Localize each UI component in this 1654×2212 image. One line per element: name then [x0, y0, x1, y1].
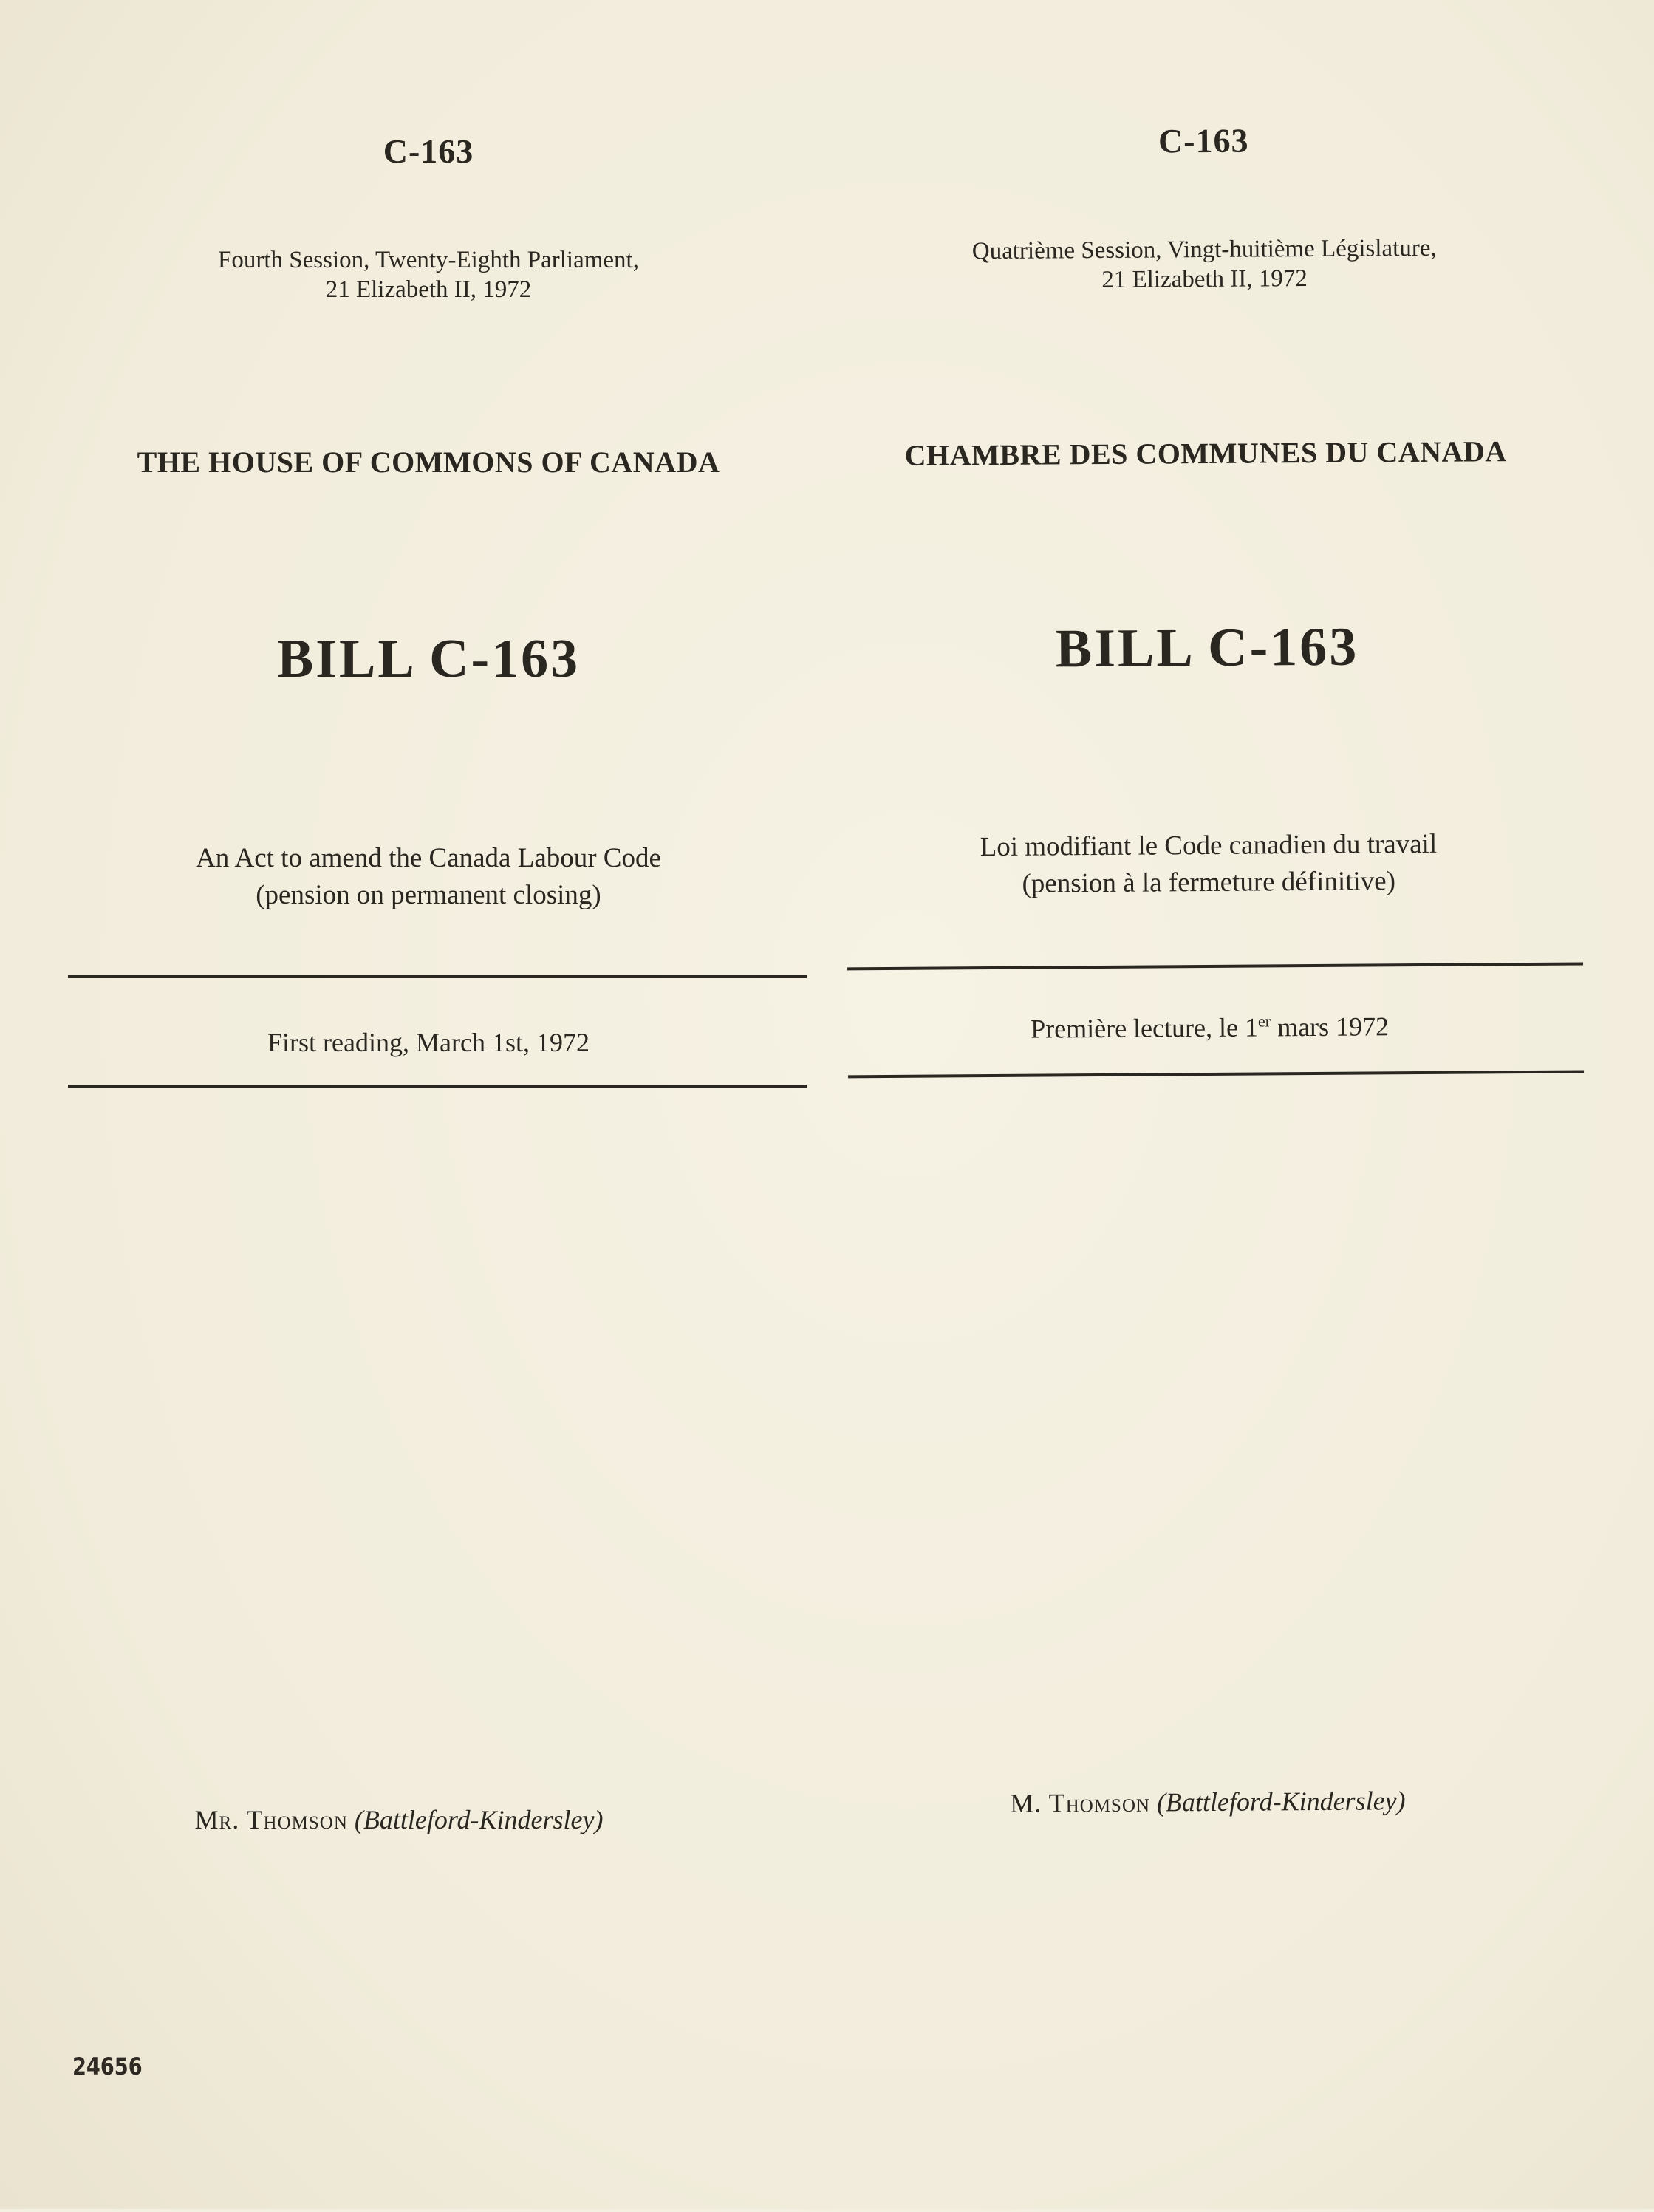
french-cover [826, 0, 1595, 2211]
reading-prefix: Première lecture, le 1 [1031, 1012, 1259, 1044]
session-line-2: 21 Elizabeth II, 1972 [1101, 265, 1308, 293]
act-title-line-1: An Act to amend the Canada Labour Code [196, 843, 661, 873]
top-rule [847, 962, 1583, 970]
bill-number: C-163 [383, 132, 474, 170]
reading-superscript: er [1257, 1011, 1271, 1031]
first-reading: First reading, March 1st, 1972 [267, 1028, 590, 1057]
print-number: 24656 [72, 2052, 143, 2080]
reading-suffix: mars 1972 [1270, 1011, 1390, 1042]
session-line-1: Quatrième Session, Vingt-huitième Législature, [971, 234, 1437, 265]
house-heading: THE HOUSE OF COMMONS OF CANADA [137, 446, 720, 479]
sponsor-riding: (Battleford-Kindersley) [1156, 1786, 1406, 1817]
bottom-rule [68, 1085, 807, 1088]
bill-number: C-163 [1158, 121, 1249, 160]
act-title-line-2: (pension on permanent closing) [256, 880, 601, 910]
sponsor-riding: (Battleford-Kindersley) [354, 1805, 604, 1834]
bottom-rule [848, 1070, 1584, 1078]
session-line-1: Fourth Session, Twenty-Eighth Parliament, [218, 247, 639, 273]
sponsor [22, 1804, 776, 1835]
session-line-2: 21 Elizabeth II, 1972 [325, 276, 532, 303]
english-cover [52, 0, 805, 2209]
sponsor [831, 1783, 1585, 1820]
house-heading: CHAMBRE DES COMMUNES DU CANADA [904, 434, 1507, 472]
act-title-line-2: (pension à la fermeture définitive) [1022, 866, 1396, 899]
bill-title: BILL C-163 [276, 629, 581, 689]
act-title-line-1: Loi modifiant le Code canadien du travail [980, 828, 1438, 863]
sponsor-name: M. Thomson [1010, 1787, 1151, 1818]
bill-title: BILL C-163 [1055, 616, 1359, 680]
top-rule [68, 975, 807, 978]
sponsor-name: Mr. Thomson [194, 1805, 348, 1834]
first-reading [833, 1009, 1586, 1045]
